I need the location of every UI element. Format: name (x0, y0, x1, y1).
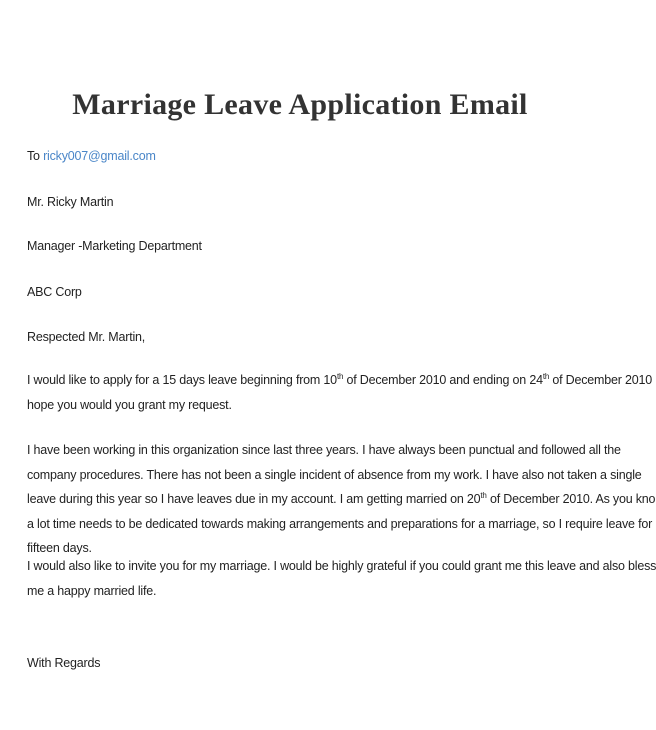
paragraph-line: company procedures. There has not been a single incident of absence from my work. I have also not taken a single (27, 467, 642, 482)
paragraph-line: I have been working in this organization since last three years. I have always been punctual and followed all the (27, 443, 621, 457)
salutation: Respected Mr. Martin, (27, 330, 146, 344)
paragraph-line: me a happy married life. (27, 583, 157, 598)
text-segment: of December 2010 and ending on 24 (343, 373, 543, 387)
paragraph-request (27, 368, 653, 417)
paragraph-line (27, 368, 653, 393)
paragraph-line: fifteen days. (27, 541, 92, 555)
superscript: th (542, 371, 550, 381)
text-segment: of December 2010 (549, 373, 653, 387)
paragraph-line: I would also like to invite you for my marriage. I would be highly grateful if you could grant me this leave and also bless (27, 559, 656, 573)
to-line (27, 148, 156, 164)
paragraph-line: a lot time needs to be dedicated towards making arrangements and preparations for a marriage, so I require leave for (27, 516, 653, 531)
company-name: ABC Corp (27, 285, 82, 299)
recipient-title: Manager -Marketing Department (27, 239, 202, 253)
paragraph-details (27, 438, 656, 561)
text-segment: I would like to apply for a 15 days leave beginning from 10 (27, 373, 337, 387)
superscript: th (480, 490, 487, 500)
superscript: th (336, 371, 344, 381)
recipient-email-link[interactable]: ricky007@gmail.com (43, 149, 156, 163)
text-segment: of December 2010. As you kno (486, 492, 656, 506)
page-title: Marriage Leave Application Email (72, 88, 528, 121)
recipient-name: Mr. Ricky Martin (27, 195, 114, 209)
text-segment: leave during this year so I have leaves due in my account. I am getting married on 20 (27, 492, 481, 506)
paragraph-line (27, 487, 656, 512)
paragraph-invitation (27, 554, 656, 603)
closing: With Regards (27, 656, 101, 670)
paragraph-line: hope you would you grant my request. (27, 397, 232, 412)
to-label: To (27, 149, 44, 163)
